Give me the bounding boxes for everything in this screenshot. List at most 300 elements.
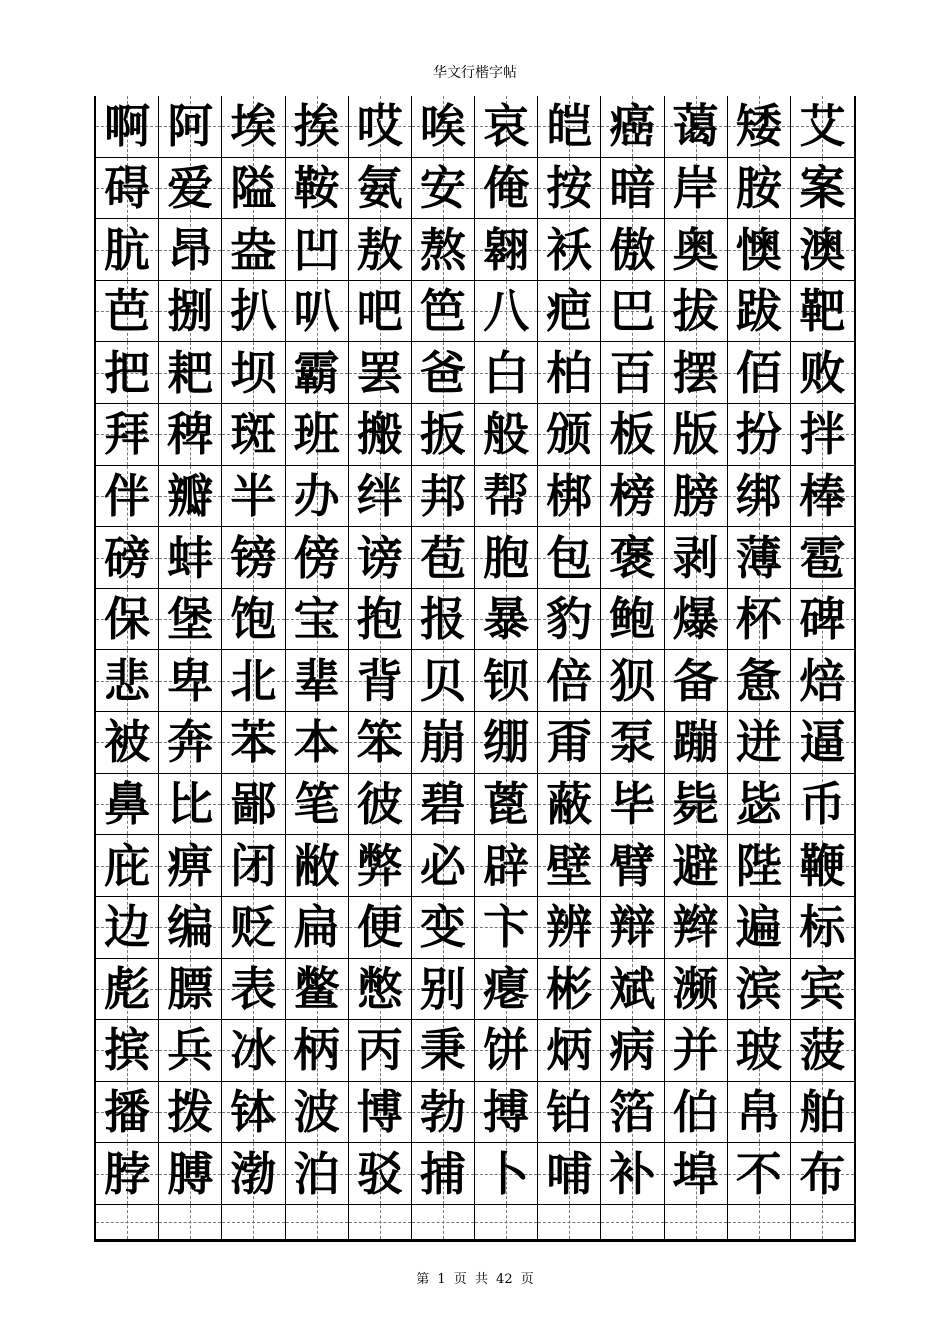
character-glyph: 勃 [419,1085,466,1140]
character-glyph: 摆 [672,345,719,400]
character-glyph: 白 [483,345,530,400]
character-glyph: 绑 [735,468,782,523]
character-glyph: 变 [419,900,466,955]
character-cell [159,712,222,774]
character-glyph: 焙 [799,653,846,708]
character-cell [286,774,349,836]
character-cell [159,466,222,528]
character-glyph: 辨 [546,900,593,955]
character-cell [475,897,538,959]
character-glyph: 梆 [546,468,593,523]
character-glyph: 彪 [104,961,151,1016]
character-cell [475,281,538,343]
character-cell [475,774,538,836]
character-glyph: 搬 [356,407,403,462]
character-cell [728,1082,791,1144]
character-cell [96,219,159,281]
character-glyph: 播 [104,1085,151,1140]
character-glyph: 爱 [167,160,214,215]
character-cell [475,527,538,589]
character-cell [412,959,475,1021]
character-glyph: 钡 [483,653,530,708]
character-cell [412,96,475,158]
character-cell [475,219,538,281]
character-glyph: 比 [167,777,214,832]
character-glyph: 挨 [293,99,340,154]
character-glyph: 靶 [799,284,846,339]
character-cell [349,1082,412,1144]
character-glyph: 八 [483,284,530,339]
character-glyph: 扁 [293,900,340,955]
character-cell [538,1082,601,1144]
character-glyph: 笔 [293,777,340,832]
character-glyph: 卑 [167,653,214,708]
character-glyph: 扒 [230,284,277,339]
character-cell [601,96,664,158]
character-cell [349,527,412,589]
character-glyph: 懊 [735,222,782,277]
character-cell [349,219,412,281]
character-cell [222,281,285,343]
character-glyph: 叭 [293,284,340,339]
character-cell [791,774,854,836]
character-glyph: 碍 [104,160,151,215]
character-cell [538,959,601,1021]
character-glyph: 膀 [672,468,719,523]
character-cell [222,897,285,959]
character-cell [222,1205,285,1240]
character-cell [286,527,349,589]
character-glyph: 抱 [356,592,403,647]
character-cell [791,1143,854,1205]
character-glyph: 鞭 [799,838,846,893]
character-glyph: 卜 [483,1146,530,1201]
character-glyph: 唉 [419,99,466,154]
character-cell [538,527,601,589]
character-glyph: 备 [672,653,719,708]
character-cell [96,404,159,466]
character-cell [96,650,159,712]
character-cell [222,404,285,466]
character-glyph: 脖 [104,1146,151,1201]
character-cell [412,1082,475,1144]
character-cell [475,959,538,1021]
character-glyph: 杯 [735,592,782,647]
character-cell [222,589,285,651]
character-glyph: 宝 [293,592,340,647]
character-cell [601,404,664,466]
character-glyph: 狈 [609,653,656,708]
character-glyph: 逼 [799,715,846,770]
character-cell [601,897,664,959]
character-cell [159,404,222,466]
character-glyph: 敝 [293,838,340,893]
character-glyph: 按 [546,160,593,215]
character-glyph: 巴 [609,284,656,339]
character-cell [791,466,854,528]
character-glyph: 拨 [167,1085,214,1140]
character-cell [791,404,854,466]
character-glyph: 扮 [735,407,782,462]
character-glyph: 铂 [546,1085,593,1140]
character-cell [412,404,475,466]
character-cell [96,1143,159,1205]
character-glyph: 辫 [672,900,719,955]
character-cell [728,897,791,959]
character-glyph: 俺 [483,160,530,215]
page-footer: 第 1 页 共 42 页 [416,1272,534,1287]
character-glyph: 辟 [483,838,530,893]
character-cell [286,1205,349,1240]
character-glyph: 隘 [230,160,277,215]
character-glyph: 舶 [799,1085,846,1140]
character-glyph: 堡 [167,592,214,647]
character-cell [601,1020,664,1082]
character-glyph: 泊 [293,1146,340,1201]
character-glyph: 蓖 [483,777,530,832]
character-cell [412,158,475,220]
character-glyph: 并 [672,1023,719,1078]
character-glyph: 憋 [356,961,403,1016]
character-cell [728,1205,791,1240]
character-cell [728,774,791,836]
character-glyph: 背 [356,653,403,708]
character-cell [665,219,728,281]
character-glyph: 遍 [735,900,782,955]
character-cell [728,650,791,712]
character-cell [412,589,475,651]
character-cell [791,96,854,158]
character-glyph: 疤 [546,284,593,339]
character-cell [96,281,159,343]
character-glyph: 颁 [546,407,593,462]
character-glyph: 罢 [356,345,403,400]
character-cell [96,1205,159,1240]
character-cell [538,158,601,220]
character-cell [286,959,349,1021]
character-cell [475,342,538,404]
character-cell [412,342,475,404]
character-glyph: 弊 [356,838,403,893]
character-cell [96,835,159,897]
character-glyph: 秉 [419,1023,466,1078]
character-glyph: 埃 [230,99,277,154]
character-glyph: 板 [609,407,656,462]
character-glyph: 蹦 [672,715,719,770]
character-glyph: 贝 [419,653,466,708]
character-glyph: 彬 [546,961,593,1016]
character-cell [791,650,854,712]
character-glyph: 百 [609,345,656,400]
character-glyph: 谤 [356,530,403,585]
character-cell [96,342,159,404]
character-glyph: 剥 [672,530,719,585]
character-glyph: 稗 [167,407,214,462]
character-cell [601,219,664,281]
character-cell [728,281,791,343]
character-cell [728,342,791,404]
character-glyph: 阿 [167,99,214,154]
character-glyph: 饼 [483,1023,530,1078]
character-cell [96,527,159,589]
character-glyph: 苯 [230,715,277,770]
character-cell [159,650,222,712]
character-cell [475,158,538,220]
character-cell [665,712,728,774]
character-cell [349,281,412,343]
character-glyph: 佰 [735,345,782,400]
character-cell [96,466,159,528]
character-cell [286,219,349,281]
character-glyph: 必 [419,838,466,893]
character-cell [601,774,664,836]
character-cell [601,342,664,404]
character-cell [601,527,664,589]
character-cell [728,527,791,589]
character-cell [601,650,664,712]
character-cell [96,1082,159,1144]
character-glyph: 彼 [356,777,403,832]
character-glyph: 胞 [483,530,530,585]
character-glyph: 宾 [799,961,846,1016]
character-cell [222,1082,285,1144]
character-glyph: 吧 [356,284,403,339]
character-cell [286,1143,349,1205]
character-glyph: 澳 [799,222,846,277]
character-glyph: 霸 [293,345,340,400]
character-cell [412,281,475,343]
character-glyph: 标 [799,900,846,955]
character-cell [538,404,601,466]
character-glyph: 耙 [167,345,214,400]
character-cell [665,281,728,343]
character-glyph: 保 [104,592,151,647]
character-cell [665,835,728,897]
character-cell [728,96,791,158]
character-cell [96,959,159,1021]
character-cell [665,959,728,1021]
character-cell [222,342,285,404]
character-cell [349,897,412,959]
character-glyph: 笨 [356,715,403,770]
character-glyph: 柄 [293,1023,340,1078]
character-cell [728,1020,791,1082]
character-glyph: 翱 [483,222,530,277]
character-cell [412,219,475,281]
character-glyph: 笆 [419,284,466,339]
character-glyph: 苞 [419,530,466,585]
character-glyph: 帮 [483,468,530,523]
character-cell [538,650,601,712]
character-cell [159,589,222,651]
character-cell [601,281,664,343]
character-cell [538,342,601,404]
character-glyph: 悲 [104,653,151,708]
character-glyph: 胺 [735,160,782,215]
character-cell [601,466,664,528]
character-cell [791,835,854,897]
character-cell [475,835,538,897]
character-cell [791,527,854,589]
character-glyph: 边 [104,900,151,955]
character-glyph: 昂 [167,222,214,277]
page-title: 华文行楷字帖 [433,65,517,81]
character-glyph: 惫 [735,653,782,708]
character-glyph: 搏 [483,1085,530,1140]
character-cell [601,158,664,220]
character-cell [475,96,538,158]
character-cell [96,1020,159,1082]
character-glyph: 币 [799,777,846,832]
character-glyph: 编 [167,900,214,955]
character-glyph: 肮 [104,222,151,277]
character-glyph: 膘 [167,961,214,1016]
character-glyph: 傍 [293,530,340,585]
character-cell [222,774,285,836]
character-glyph: 补 [609,1146,656,1201]
character-cell [349,959,412,1021]
character-glyph: 薄 [735,530,782,585]
character-glyph: 坝 [230,345,277,400]
character-cell [538,281,601,343]
character-cell [349,774,412,836]
character-cell [349,589,412,651]
character-cell [791,281,854,343]
character-cell [222,466,285,528]
character-glyph: 褒 [609,530,656,585]
character-cell [96,774,159,836]
character-glyph: 崩 [419,715,466,770]
character-glyph: 斌 [609,961,656,1016]
character-cell [159,281,222,343]
character-glyph: 皑 [546,99,593,154]
character-glyph: 病 [609,1023,656,1078]
character-cell [665,158,728,220]
character-cell [222,527,285,589]
character-glyph: 博 [356,1085,403,1140]
character-glyph: 氨 [356,160,403,215]
character-glyph: 伯 [672,1085,719,1140]
character-cell [665,589,728,651]
character-cell [728,835,791,897]
character-glyph: 闭 [230,838,277,893]
character-glyph: 败 [799,345,846,400]
character-glyph: 爆 [672,592,719,647]
character-cell [601,1143,664,1205]
character-cell [349,342,412,404]
character-cell [159,342,222,404]
character-cell [475,1082,538,1144]
character-cell [159,959,222,1021]
character-glyph: 跋 [735,284,782,339]
character-cell [538,1020,601,1082]
character-glyph: 波 [293,1085,340,1140]
character-glyph: 把 [104,345,151,400]
character-glyph: 伴 [104,468,151,523]
character-cell [412,466,475,528]
character-cell [538,1143,601,1205]
character-cell [601,835,664,897]
character-glyph: 滨 [735,961,782,1016]
character-cell [96,712,159,774]
character-glyph: 痹 [167,838,214,893]
character-cell [159,1020,222,1082]
character-glyph: 庇 [104,838,151,893]
character-cell [96,589,159,651]
character-cell [222,158,285,220]
character-cell [222,835,285,897]
character-cell [665,404,728,466]
character-glyph: 敖 [356,222,403,277]
character-glyph: 暗 [609,160,656,215]
character-glyph: 便 [356,900,403,955]
character-glyph: 熬 [419,222,466,277]
character-cell [96,158,159,220]
character-glyph: 哺 [546,1146,593,1201]
character-cell [665,466,728,528]
character-cell [286,96,349,158]
character-cell [475,404,538,466]
character-glyph: 辈 [293,653,340,708]
character-cell [286,712,349,774]
character-cell [349,1020,412,1082]
character-cell [791,589,854,651]
character-cell [791,712,854,774]
character-glyph: 甭 [546,715,593,770]
character-cell [159,158,222,220]
character-glyph: 鄙 [230,777,277,832]
character-cell [475,1143,538,1205]
character-glyph: 爸 [419,345,466,400]
character-cell [349,835,412,897]
character-cell [222,712,285,774]
character-glyph: 绷 [483,715,530,770]
character-glyph: 毕 [609,777,656,832]
character-glyph: 渤 [230,1146,277,1201]
character-cell [665,342,728,404]
character-cell [159,897,222,959]
character-glyph: 濒 [672,961,719,1016]
character-cell [728,712,791,774]
character-cell [665,650,728,712]
character-glyph: 办 [293,468,340,523]
character-glyph: 菠 [799,1023,846,1078]
character-glyph: 绊 [356,468,403,523]
character-glyph: 碧 [419,777,466,832]
character-glyph: 北 [230,653,277,708]
character-glyph: 鞍 [293,160,340,215]
character-cell [286,650,349,712]
character-glyph: 捕 [419,1146,466,1201]
character-glyph: 癌 [609,99,656,154]
character-cell [791,158,854,220]
character-cell [412,1143,475,1205]
character-cell [601,712,664,774]
character-glyph: 钵 [230,1085,277,1140]
character-cell [159,1082,222,1144]
character-glyph: 被 [104,715,151,770]
character-glyph: 暴 [483,592,530,647]
character-cell [222,1143,285,1205]
character-cell [665,774,728,836]
character-cell [538,1205,601,1240]
character-cell [538,96,601,158]
character-glyph: 玻 [735,1023,782,1078]
character-cell [791,342,854,404]
character-glyph: 包 [546,530,593,585]
character-cell [349,404,412,466]
character-glyph: 捌 [167,284,214,339]
